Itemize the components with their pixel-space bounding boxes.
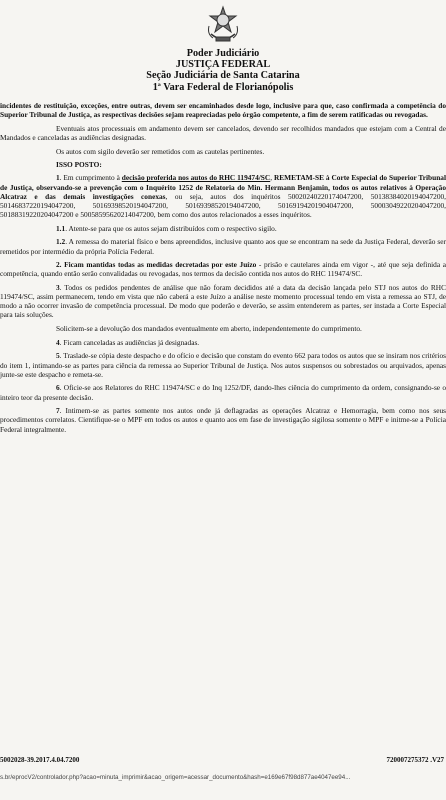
item-text-bold: Ficam mantidas todas as medidas decretadas por este Juízo <box>64 260 257 270</box>
item-text: . Todos os pedidos pendentes de análise que não foram decididos até a data da decisão lançada pelo STJ nos autos do RHC 119474/SC, assim permanecem, tendo em vista que não caberá a este Juízo a análise neste momento processual tendo em vista a remessa ao STJ, de modo a não ocorrer invasão de competência processual. De modo que poderão e deverão, se assim entenderem as partes, ser instada a Corte Especial para tais soluções. <box>0 283 446 320</box>
item-number: 1.2 <box>56 237 66 247</box>
item-2 <box>0 260 446 278</box>
paragraph-solicitem: Solicitem-se a devolução dos mandados eventualmente em aberto, independentemente do cumprimento. <box>56 324 362 334</box>
item-5 <box>0 351 446 378</box>
process-number: 5002028-39.2017.4.04.7200 <box>0 756 80 764</box>
item-text: . Traslade-se cópia deste despacho e do ofício e decisão que constam do evento 662 para todos os autos que se insiram nos critérios do item 1, intimando-se as partes para ciência da remessa ao Superior Tribunal de Justiça. Nos autos suspensos ou sobrestados ou arquivados, apenas junte-se este despacho e remeta-se. <box>0 351 446 379</box>
item-text: . Intimem-se as partes somente nos autos onde já deflagradas as operações Alcatraz e Hemorragia, bem como nos seus procedimentos correlatos. Cientifique-se o MPF em todos os autos e quanto aos em fase de investigação sigilosa somente o MPF e initme-se a Polícia Federal integralmente. <box>0 406 446 434</box>
header-line-1: Poder Judiciário <box>186 48 260 59</box>
item-text: . A remessa do material físico e bens apreendidos, inclusive quanto aos que se encontram na sede da Justiça Federal, deverão ser remetidos por intermédio da própria Polícia Federal. <box>0 237 446 256</box>
coat-of-arms-icon <box>206 4 240 44</box>
item-3 <box>0 283 446 320</box>
paragraph-sigilo: Os autos com sigilo deverão ser remetidos com as cautelas pertinentes. <box>56 146 265 156</box>
item-1 <box>0 173 446 219</box>
item-1-2 <box>0 237 446 255</box>
item-number: 1 <box>56 173 60 183</box>
item-number: 6 <box>56 383 60 393</box>
item-text: . <box>59 260 65 270</box>
item-text-bold: REMETAM-SE à Corte Especial do Superior Tribunal de Justiça, observando-se a prevenção com o Inquérito 1252 de Relatoria do Min. Hermann Benjamin, todos os autos relativos à Operação Alcatraz e das demais investigações conexas <box>0 173 446 201</box>
item-text: - prisão e cautelares ainda em vigor -, até que seja definida a competência, quando então serão convalidadas ou revogadas, nos termos da decisão contida nos autos do RHC 119474/SC. <box>0 260 446 279</box>
print-url: s.br/eprocV2/controlador.php?acao=minuta_imprimir&acao_origem=acessar_documento&hash=e169e67f98d877ae4047ee94... <box>0 774 351 781</box>
item-text-bold: decisão proferida nos autos do RHC 119474/SC <box>121 173 271 183</box>
item-1-1 <box>0 224 446 233</box>
item-4 <box>0 338 446 347</box>
item-number: 1.1 <box>56 223 66 233</box>
item-number: 5 <box>56 351 60 361</box>
item-6 <box>0 383 446 401</box>
document-header <box>0 48 446 93</box>
item-text: . Em cumprimento à <box>59 173 122 183</box>
item-number: 7 <box>56 406 60 416</box>
isso-posto-heading: ISSO POSTO: <box>56 160 102 170</box>
item-number: 2 <box>56 260 60 270</box>
intro-paragraph: incidentes de restituição, exceções, entre outras, devem ser encaminhados desde logo, inclusive para que, caso confirmada a competência do Superior Tribunal de Justiça, as respectivas decisões sejam reapreciadas pelo órgão competente, a fim de serem ratificadas ou revogadas. <box>0 101 446 120</box>
header-line-3: Seção Judiciária de Santa Catarina <box>146 70 300 82</box>
item-7 <box>0 406 446 433</box>
item-number: 3 <box>56 283 60 292</box>
item-number: 4 <box>56 337 60 347</box>
header-line-2: JUSTIÇA FEDERAL <box>175 59 271 71</box>
document-body <box>0 101 446 745</box>
item-text: . Oficie-se aos Relatores do RHC 119474/SC e do Inq 1252/DF, dando-lhes ciência do cumprimento da ordem, consignando-se o inteiro teor da presente decisão. <box>0 383 446 402</box>
item-text: . Ficam canceladas as audiências já designadas. <box>59 337 200 347</box>
paragraph-eventuais: Eventuais atos processuais em andamento devem ser cancelados, devendo ser recolhidos mandados que estejam com a Central de Mandados e canceladas as audiências designadas. <box>0 123 446 142</box>
header-line-4: 1ª Vara Federal de Florianópolis <box>152 81 294 93</box>
document-code: 720007275372 .V27 <box>386 756 444 764</box>
item-text: . Atente-se para que os autos sejam distribuídos com o respectivo sigilo. <box>65 223 277 233</box>
item-text: , ou seja, autos dos inquéritos 50020240220174047200, 50138384020194047200, 50146837220194047200, 50169398520194047200, 50169398520194047200, 50169194201904047200, 50003049220204047200, 50188319220204047200 e 50058595620214047200, bem como dos autos relacionados a esses inquéritos. <box>0 191 446 220</box>
item-text: , <box>270 173 274 183</box>
